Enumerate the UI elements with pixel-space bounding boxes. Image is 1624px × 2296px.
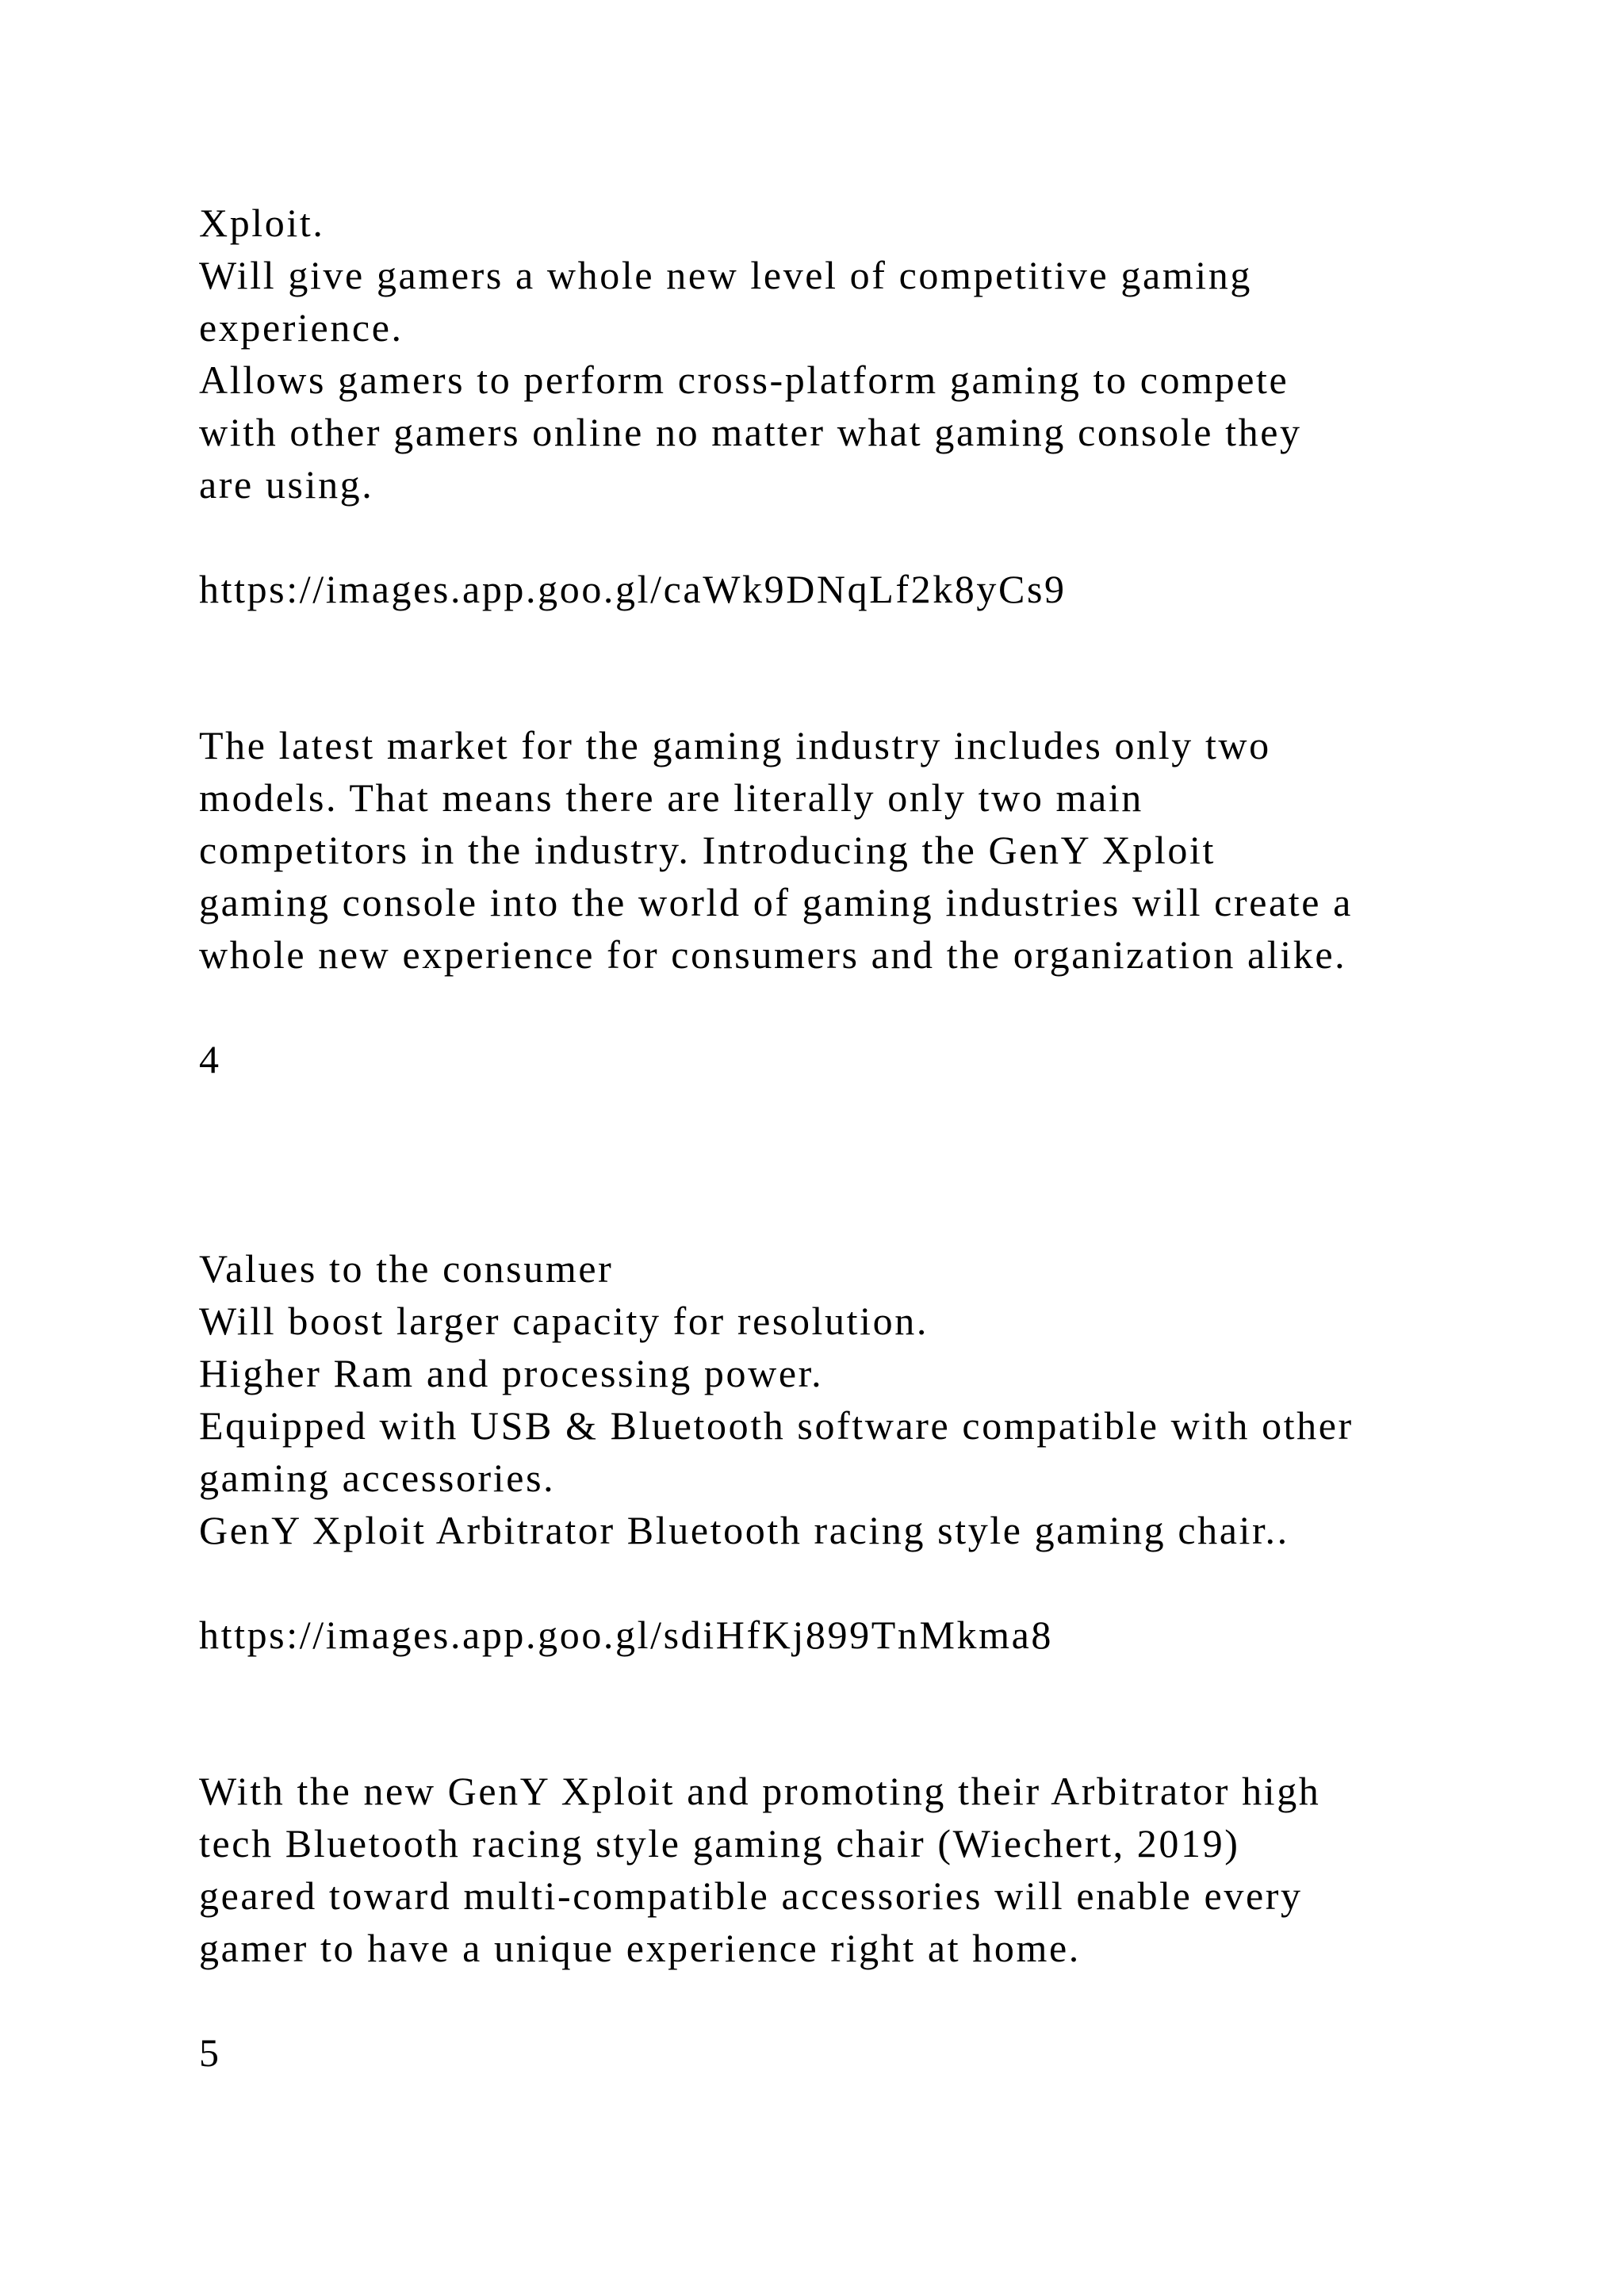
text-line: GenY Xploit Arbitrator Bluetooth racing style gaming chair.. [199, 1508, 1289, 1552]
text-line: Higher Ram and processing power. [199, 1351, 824, 1395]
text-line: are using. [199, 462, 374, 507]
text-line: Will give gamers a whole new level of competitive gaming [199, 253, 1252, 297]
image-link-url: https://images.app.goo.gl/sdiHfKj899TnMkma8 [199, 1613, 1054, 1657]
page-number: 5 [199, 2030, 221, 2075]
text-line: models. That means there are literally only two main [199, 775, 1143, 820]
text-line: whole new experience for consumers and the organization alike. [199, 932, 1347, 977]
text-line: Xploit. [199, 201, 325, 245]
text-line: gamer to have a unique experience right at home. [199, 1926, 1081, 1970]
image-link-url: https://images.app.goo.gl/caWk9DNqLf2k8yCs9 [199, 567, 1067, 611]
text-line: Equipped with USB & Bluetooth software compatible with other [199, 1403, 1354, 1448]
text-line: The latest market for the gaming industry includes only two [199, 723, 1271, 767]
text-line: geared toward multi-compatible accessories will enable every [199, 1873, 1303, 1918]
text-line: experience. [199, 305, 404, 350]
text-line: gaming console into the world of gaming industries will create a [199, 880, 1353, 924]
text-line: Will boost larger capacity for resolution. [199, 1299, 929, 1343]
text-line: with other gamers online no matter what gaming console they [199, 410, 1302, 454]
page-number: 4 [199, 1037, 221, 1081]
text-line: gaming accessories. [199, 1456, 556, 1500]
text-line: With the new GenY Xploit and promoting their Arbitrator high [199, 1769, 1321, 1813]
text-line: competitors in the industry. Introducing the GenY Xploit [199, 828, 1216, 872]
section-heading: Values to the consumer [199, 1246, 614, 1291]
text-line: tech Bluetooth racing style gaming chair (Wiechert, 2019) [199, 1821, 1240, 1866]
text-line: Allows gamers to perform cross-platform gaming to compete [199, 358, 1289, 402]
